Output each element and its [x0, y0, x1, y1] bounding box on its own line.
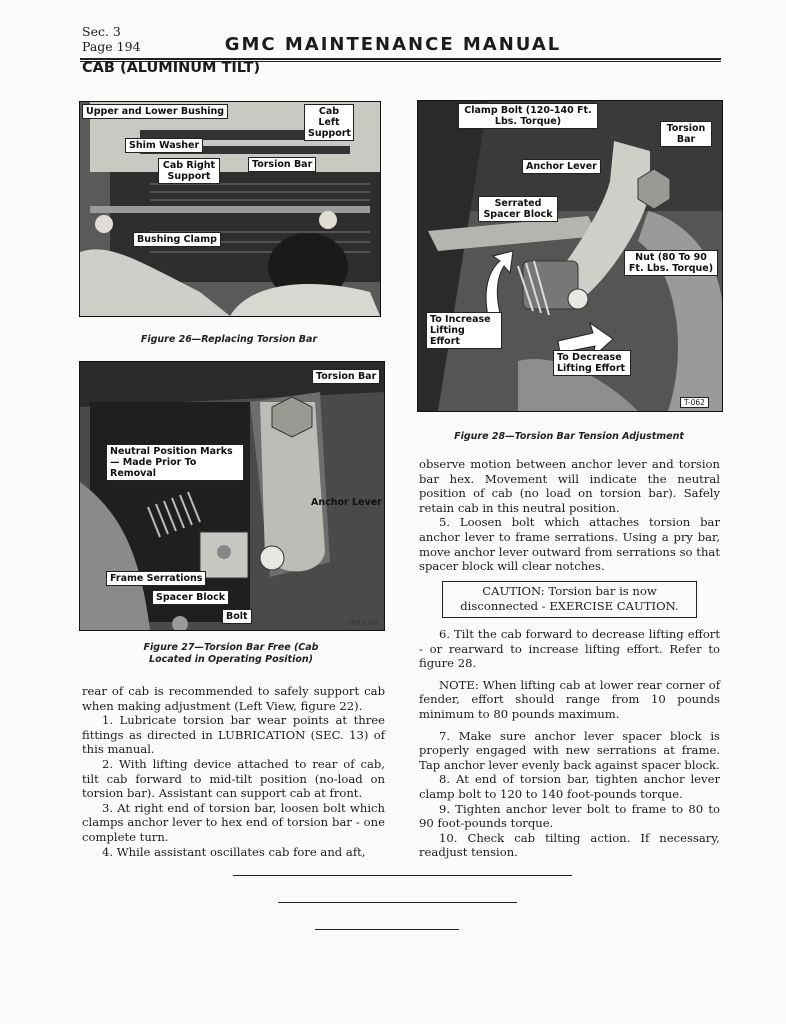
step-6: 6. Tilt the cab forward to decrease lifting effort - or rearward to increase lifting effort. Refer to figure 28.	[419, 627, 720, 671]
callout-neutral-position-marks: Neutral Position Marks— Made Prior To Removal	[106, 444, 244, 481]
step-7: 7. Make sure anchor lever spacer block is properly engaged with new serrations at frame. Tap anchor lever evenly back against spacer block.	[419, 728, 720, 772]
callout-cab-left-support: Cab Left Support	[304, 104, 354, 141]
manual-title: GMC MAINTENANCE MANUAL	[224, 34, 562, 55]
callout-frame-serrations: Frame Serrations	[106, 571, 206, 586]
callout-to-increase: To Increase Lifting Effort	[426, 312, 502, 349]
figure-27-photo	[79, 361, 385, 631]
figure-27-tag: TPM-9216	[348, 620, 378, 627]
step-9: 9. Tighten anchor lever bolt to frame to 80 to 90 foot-pounds torque.	[419, 801, 720, 831]
step-5: 5. Loosen bolt which attaches torsion bar anchor lever to frame serrations. Using a pry bar, move anchor lever outward from serrations so that spacer block will clear notches.	[419, 515, 720, 574]
section-subtitle: CAB (ALUMINUM TILT)	[82, 60, 261, 76]
step-1: 1. Lubricate torsion bar wear points at three fittings as directed in LUBRICATION (SEC. 13) of this manual.	[82, 713, 385, 757]
end-rule-3	[315, 929, 459, 930]
right-column-text-top	[419, 457, 720, 574]
figure-26-tag: TPM-9215	[346, 306, 376, 313]
step-10: 10. Check cab tilting action. If necessary, readjust tension.	[419, 830, 720, 860]
caution-box	[442, 581, 697, 618]
callout-anchor-lever: Anchor Lever	[522, 159, 601, 174]
figure-28-photo	[417, 100, 723, 412]
figure-27-caption	[79, 642, 383, 666]
paragraph: observe motion between anchor lever and torsion bar hex. Movement will indicate the neutral position of cab (no load on torsion bar). Safely retain cab in this neutral position.	[419, 457, 720, 515]
page-number: Page 194	[82, 39, 141, 54]
callout-spacer-block: Spacer Block	[152, 590, 229, 605]
callout-to-decrease: To Decrease Lifting Effort	[553, 350, 631, 376]
callout-bushing-clamp: Bushing Clamp	[133, 232, 221, 247]
right-column-text-bottom	[419, 627, 720, 860]
note: NOTE: When lifting cab at lower rear corner of fender, effort should range from 10 pounds minimum to 80 pounds maximum.	[419, 677, 720, 721]
callout-nut: Nut (80 To 90 Ft. Lbs. Torque)	[624, 250, 718, 276]
figure-27-caption-line-1: Figure 27—Torsion Bar Free (Cab	[143, 642, 319, 653]
figure-28-tag: T-062	[680, 397, 709, 408]
end-rule-1	[233, 875, 572, 876]
figure-28-caption: Figure 28—Torsion Bar Tension Adjustment	[454, 431, 684, 442]
step-4: 4. While assistant oscillates cab fore and aft,	[102, 844, 366, 859]
left-column-text	[82, 684, 385, 859]
step-3: 3. At right end of torsion bar, loosen bolt which clamps anchor lever to hex end of torsion bar - one complete turn.	[82, 800, 385, 844]
section-label: Sec. 3	[82, 24, 121, 39]
figure-26-photo	[79, 101, 381, 317]
end-rule-2	[278, 902, 517, 903]
callout-clamp-bolt: Clamp Bolt (120-140 Ft. Lbs. Torque)	[458, 103, 598, 129]
figure-26-caption: Figure 26—Replacing Torsion Bar	[140, 334, 318, 345]
figure-27-caption-line-2: Located in Operating Position)	[149, 654, 313, 665]
step-2: 2. With lifting device attached to rear of cab, tilt cab forward to mid-tilt position (no-load on torsion bar). Assistant can support cab at front.	[82, 756, 385, 801]
paragraph: rear of cab is recommended to safely support cab when making adjustment (Left View, figure 22).	[82, 684, 385, 713]
callout-torsion-bar: Torsion Bar	[312, 369, 380, 384]
callout-torsion-bar: Torsion Bar	[660, 121, 712, 147]
callout-serrated-spacer-block: Serrated Spacer Block	[478, 196, 558, 222]
callout-upper-lower-bushing: Upper and Lower Bushing	[82, 104, 228, 119]
callout-bolt: Bolt	[222, 609, 252, 624]
callout-shim-washer: Shim Washer	[125, 138, 203, 153]
callout-anchor-lever: Anchor Lever	[311, 497, 382, 508]
step-8: 8. At end of torsion bar, tighten anchor lever clamp bolt to 120 to 140 foot-pounds torque.	[419, 772, 720, 801]
caution-line-1: CAUTION: Torsion bar is now	[482, 584, 657, 598]
caution-line-2: disconnected - EXERCISE CAUTION.	[460, 599, 679, 613]
callout-cab-right-support: Cab Right Support	[158, 158, 220, 184]
callout-torsion-bar: Torsion Bar	[248, 157, 316, 172]
